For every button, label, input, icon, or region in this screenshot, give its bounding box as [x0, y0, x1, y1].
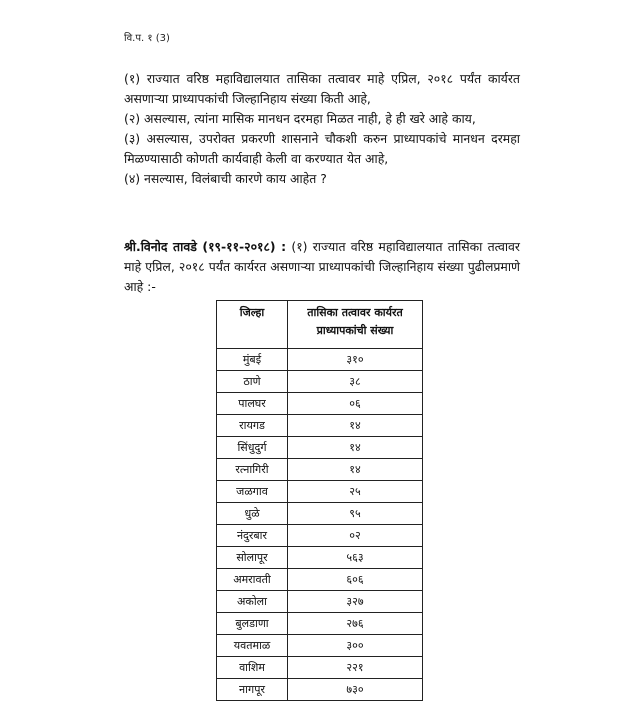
question-2: (२) असल्यास, त्यांना मासिक मानधन दरमहा मिळत नाही, हे ही खरे आहे काय,	[124, 111, 476, 126]
count-cell: ६०६	[288, 569, 423, 591]
table-body	[217, 349, 423, 701]
table-row	[217, 525, 423, 547]
district-table	[216, 300, 423, 701]
header-district: जिल्हा	[217, 301, 288, 349]
table-row	[217, 415, 423, 437]
count-cell: २५	[288, 481, 423, 503]
table-row	[217, 393, 423, 415]
district-cell: मुंबई	[217, 349, 288, 371]
district-cell: सिंधुदुर्ग	[217, 437, 288, 459]
table-row	[217, 437, 423, 459]
table-row	[217, 349, 423, 371]
table-row	[217, 481, 423, 503]
district-cell: यवतमाळ	[217, 635, 288, 657]
district-cell: सोलापूर	[217, 547, 288, 569]
district-cell: बुलडाणा	[217, 613, 288, 635]
district-cell: अमरावती	[217, 569, 288, 591]
count-cell: ०६	[288, 393, 423, 415]
answer-speaker: श्री.विनोद तावडे (१९-११-२०१८) :	[124, 239, 287, 254]
count-cell: ३१०	[288, 349, 423, 371]
district-cell: ठाणे	[217, 371, 288, 393]
count-cell: २२१	[288, 657, 423, 679]
district-cell: नंदुरबार	[217, 525, 288, 547]
header-count: तासिका तत्वावर कार्यरत प्राध्यापकांची संख्या	[288, 301, 423, 349]
district-cell: रायगड	[217, 415, 288, 437]
count-cell: १४	[288, 437, 423, 459]
table-row	[217, 635, 423, 657]
district-cell: अकोला	[217, 591, 288, 613]
count-cell: १४	[288, 415, 423, 437]
table-row	[217, 547, 423, 569]
answer-block	[124, 237, 520, 297]
table-row	[217, 503, 423, 525]
table-row	[217, 613, 423, 635]
count-cell: ३००	[288, 635, 423, 657]
question-3: (३) असल्यास, उपरोक्त प्रकरणी शासनाने चौकशी करुन प्राध्यापकांचे मानधन दरमहा मिळण्यासाठी कोणती कार्यवाही केली वा करण्यात येत आहे,	[124, 131, 520, 166]
count-cell: ९५	[288, 503, 423, 525]
table-row	[217, 657, 423, 679]
table-row	[217, 679, 423, 701]
district-cell: रत्नागिरी	[217, 459, 288, 481]
district-cell: नागपूर	[217, 679, 288, 701]
count-cell: ७३०	[288, 679, 423, 701]
table-row	[217, 371, 423, 393]
table-row	[217, 569, 423, 591]
questions-block	[124, 69, 520, 189]
answer-text: (१) राज्यात वरिष्ठ महाविद्यालयात तासिका तत्वावर माहे एप्रिल, २०१८ पर्यंत कार्यरत असणाऱ्या प्राध्यापकांची जिल्हानिहाय संख्या पुढीलप्रमाणे आहे :-	[124, 239, 521, 294]
page-reference: वि.प. १ (3)	[124, 33, 170, 44]
count-cell: ०२	[288, 525, 423, 547]
district-cell: वाशिम	[217, 657, 288, 679]
count-cell: १४	[288, 459, 423, 481]
count-cell: ३८	[288, 371, 423, 393]
table-header-row	[217, 301, 423, 349]
table-row	[217, 591, 423, 613]
district-cell: पालघर	[217, 393, 288, 415]
question-1: (१) राज्यात वरिष्ठ महाविद्यालयात तासिका तत्वावर माहे एप्रिल, २०१८ पर्यंत कार्यरत असणाऱ्या प्राध्यापकांची जिल्हानिहाय संख्या किती आहे,	[124, 71, 520, 106]
count-cell: ५६३	[288, 547, 423, 569]
district-cell: जळगाव	[217, 481, 288, 503]
table-row	[217, 459, 423, 481]
question-4: (४) नसल्यास, विलंबाची कारणे काय आहेत ?	[124, 171, 327, 186]
count-cell: ३२७	[288, 591, 423, 613]
count-cell: २७६	[288, 613, 423, 635]
district-cell: धुळे	[217, 503, 288, 525]
